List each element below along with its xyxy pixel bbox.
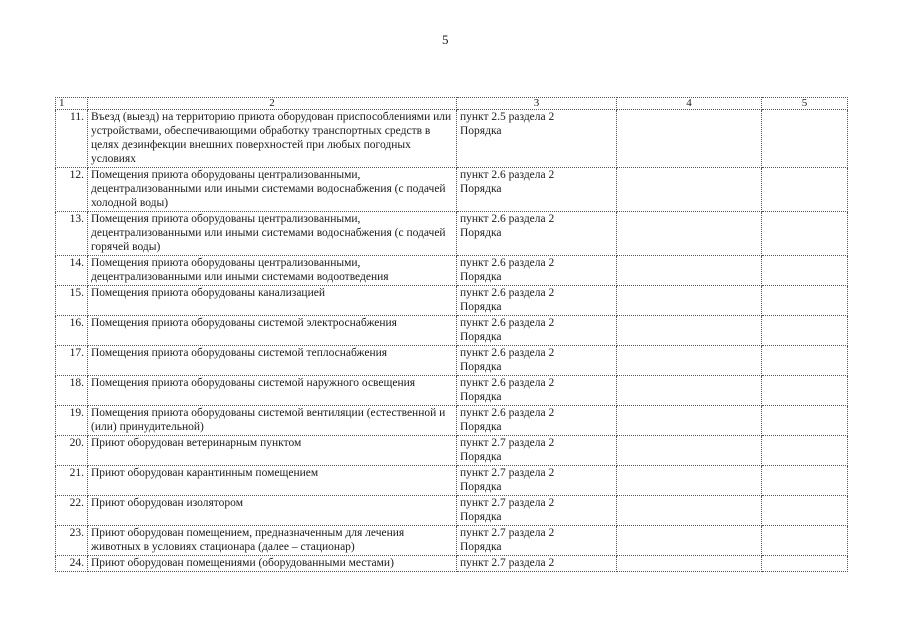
reference-clause: пункт 2.6 раздела 2 <box>460 213 555 225</box>
answer-cell <box>617 526 762 556</box>
answer-cell <box>617 316 762 346</box>
requirement-text: Помещения приюта оборудованы системой вентиляции (естественной и (или) принудительной) <box>88 406 457 436</box>
answer-cell <box>617 406 762 436</box>
reference-cell <box>457 212 617 256</box>
reference-document: Порядка <box>460 421 502 433</box>
column-header-2: 2 <box>88 98 457 110</box>
note-cell <box>762 406 848 436</box>
note-cell <box>762 526 848 556</box>
answer-cell <box>617 496 762 526</box>
reference-cell <box>457 556 617 572</box>
answer-cell <box>617 110 762 168</box>
reference-cell <box>457 526 617 556</box>
requirement-text: Приют оборудован изолятором <box>88 496 457 526</box>
row-number: 19. <box>56 406 88 436</box>
reference-cell <box>457 436 617 466</box>
requirement-text: Приют оборудован карантинным помещением <box>88 466 457 496</box>
reference-clause: пункт 2.7 раздела 2 <box>460 437 555 449</box>
row-number: 18. <box>56 376 88 406</box>
table-row <box>56 286 848 316</box>
answer-cell <box>617 286 762 316</box>
table-row <box>56 168 848 212</box>
row-number: 17. <box>56 346 88 376</box>
note-cell <box>762 346 848 376</box>
note-cell <box>762 256 848 286</box>
column-header-4: 4 <box>617 98 762 110</box>
row-number: 13. <box>56 212 88 256</box>
row-number: 24. <box>56 556 88 572</box>
reference-document: Порядка <box>460 227 502 239</box>
reference-cell <box>457 256 617 286</box>
reference-cell <box>457 168 617 212</box>
note-cell <box>762 110 848 168</box>
answer-cell <box>617 346 762 376</box>
reference-cell <box>457 286 617 316</box>
note-cell <box>762 316 848 346</box>
table-row <box>56 376 848 406</box>
reference-cell <box>457 496 617 526</box>
note-cell <box>762 436 848 466</box>
reference-document: Порядка <box>460 391 502 403</box>
reference-clause: пункт 2.5 раздела 2 <box>460 111 555 123</box>
answer-cell <box>617 376 762 406</box>
reference-document: Порядка <box>460 541 502 553</box>
reference-document: Порядка <box>460 511 502 523</box>
note-cell <box>762 496 848 526</box>
reference-document: Порядка <box>460 481 502 493</box>
reference-clause: пункт 2.7 раздела 2 <box>460 467 555 479</box>
note-cell <box>762 168 848 212</box>
requirement-text: Помещения приюта оборудованы системой электроснабжения <box>88 316 457 346</box>
reference-document: Порядка <box>460 361 502 373</box>
table-row <box>56 110 848 168</box>
table-row <box>56 316 848 346</box>
row-number: 15. <box>56 286 88 316</box>
row-number: 21. <box>56 466 88 496</box>
column-header-3: 3 <box>457 98 617 110</box>
table-header-row <box>56 98 848 110</box>
requirement-text: Помещения приюта оборудованы системой теплоснабжения <box>88 346 457 376</box>
reference-clause: пункт 2.7 раздела 2 <box>460 497 555 509</box>
note-cell <box>762 556 848 572</box>
answer-cell <box>617 168 762 212</box>
reference-document: Порядка <box>460 451 502 463</box>
reference-clause: пункт 2.6 раздела 2 <box>460 287 555 299</box>
table-row <box>56 526 848 556</box>
reference-clause: пункт 2.6 раздела 2 <box>460 347 555 359</box>
requirement-text: Помещения приюта оборудованы централизованными, децентрализованными или иными системами водоснабжения (с подачей горячей воды) <box>88 212 457 256</box>
table-row <box>56 346 848 376</box>
row-number: 16. <box>56 316 88 346</box>
table-row <box>56 406 848 436</box>
reference-clause: пункт 2.6 раздела 2 <box>460 407 555 419</box>
reference-clause: пункт 2.7 раздела 2 <box>460 527 555 539</box>
note-cell <box>762 286 848 316</box>
requirement-text: Приют оборудован помещениями (оборудованными местами) <box>88 556 457 572</box>
requirement-text: Помещения приюта оборудованы централизованными, децентрализованными или иными системами водоотведения <box>88 256 457 286</box>
table-row <box>56 436 848 466</box>
table-row <box>56 496 848 526</box>
row-number: 14. <box>56 256 88 286</box>
reference-clause: пункт 2.6 раздела 2 <box>460 257 555 269</box>
answer-cell <box>617 256 762 286</box>
note-cell <box>762 212 848 256</box>
row-number: 11. <box>56 110 88 168</box>
reference-cell <box>457 466 617 496</box>
reference-document: Порядка <box>460 271 502 283</box>
reference-clause: пункт 2.6 раздела 2 <box>460 169 555 181</box>
note-cell <box>762 466 848 496</box>
answer-cell <box>617 556 762 572</box>
reference-cell <box>457 110 617 168</box>
reference-clause: пункт 2.6 раздела 2 <box>460 317 555 329</box>
table-row <box>56 212 848 256</box>
reference-document: Порядка <box>460 301 502 313</box>
column-header-1: 1 <box>56 98 88 110</box>
row-number: 12. <box>56 168 88 212</box>
note-cell <box>762 376 848 406</box>
row-number: 22. <box>56 496 88 526</box>
page-number: 5 <box>442 32 449 47</box>
reference-clause: пункт 2.7 раздела 2 <box>460 557 555 569</box>
requirement-text: Помещения приюта оборудованы централизованными, децентрализованными или иными системами водоснабжения (с подачей холодной воды) <box>88 168 457 212</box>
reference-cell <box>457 376 617 406</box>
table-row <box>56 556 848 572</box>
reference-clause: пункт 2.6 раздела 2 <box>460 377 555 389</box>
table-row <box>56 256 848 286</box>
row-number: 23. <box>56 526 88 556</box>
table-row <box>56 466 848 496</box>
reference-document: Порядка <box>460 183 502 195</box>
requirement-text: Помещения приюта оборудованы системой наружного освещения <box>88 376 457 406</box>
reference-document: Порядка <box>460 125 502 137</box>
answer-cell <box>617 212 762 256</box>
checklist-table <box>55 97 848 572</box>
row-number: 20. <box>56 436 88 466</box>
requirement-text: Помещения приюта оборудованы канализацией <box>88 286 457 316</box>
reference-cell <box>457 406 617 436</box>
answer-cell <box>617 436 762 466</box>
column-header-5: 5 <box>762 98 848 110</box>
requirement-text: Въезд (выезд) на территорию приюта оборудован приспособлениями или устройствами, обеспечивающими обработку транспортных средств в целях дезинфекции внешних поверхностей при любых погодных условиях <box>88 110 457 168</box>
reference-cell <box>457 346 617 376</box>
answer-cell <box>617 466 762 496</box>
requirement-text: Приют оборудован помещением, предназначенным для лечения животных в условиях стационара (далее – стационар) <box>88 526 457 556</box>
reference-document: Порядка <box>460 331 502 343</box>
reference-cell <box>457 316 617 346</box>
requirement-text: Приют оборудован ветеринарным пунктом <box>88 436 457 466</box>
